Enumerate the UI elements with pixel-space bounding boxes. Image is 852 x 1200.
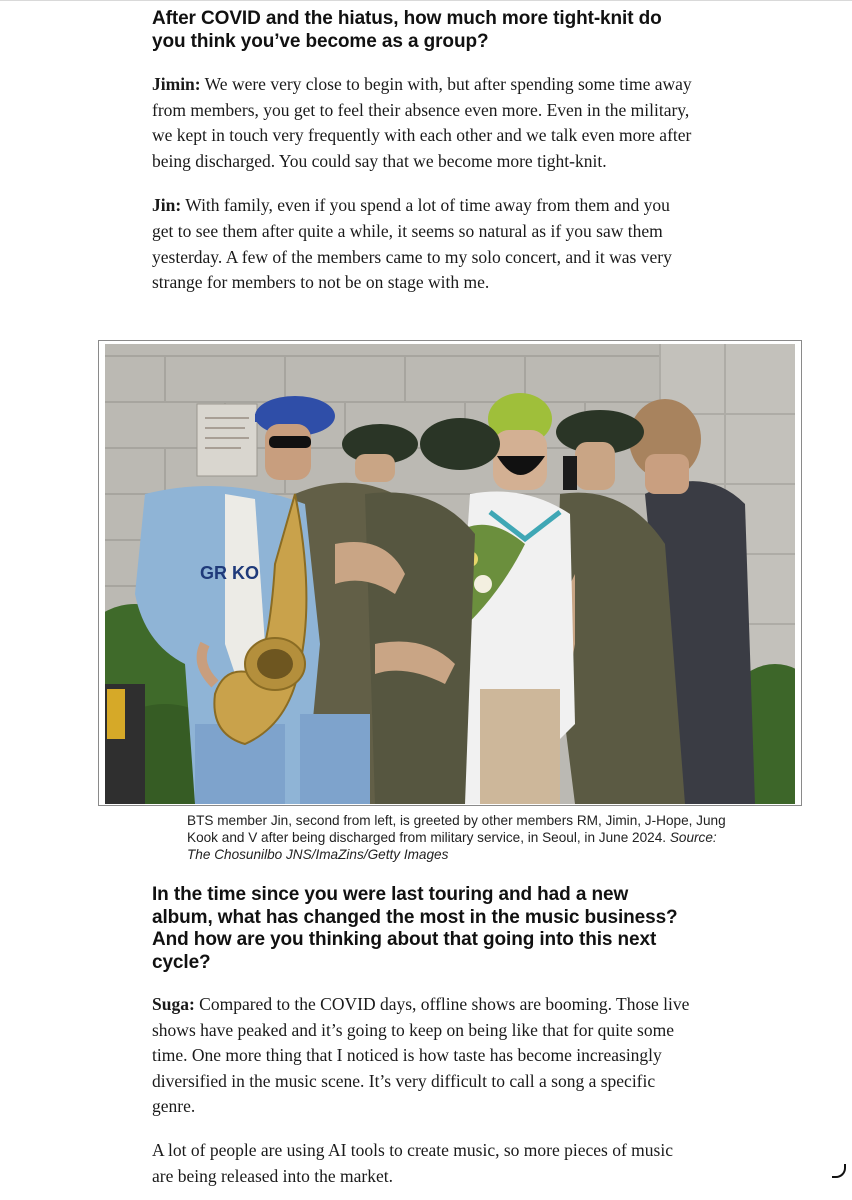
answer-jin: [152, 193, 692, 295]
news-photo: [105, 344, 795, 804]
speaker-name: Jimin:: [152, 74, 201, 94]
answer-suga: [152, 992, 692, 1120]
photo-illustration: [105, 344, 795, 804]
jersey-lettering: GR KO: [200, 563, 260, 583]
article-section-1: [152, 6, 692, 296]
photo-figure: [98, 340, 802, 806]
answer-text: With family, even if you spend a lot of time away from them and you get to see them after quite a while, it seems so natural as if you saw them yesterday. A few of the members came to my solo concert, and it was very strange for members to not be on stage with me.: [152, 195, 672, 293]
answer-text: Compared to the COVID days, offline shows are booming. Those live shows have peaked and it’s going to keep on being like that for quite some time. One more thing that I noticed is how taste has become increasingly diversified in the music scene. It’s very difficult to call a song a specific genre.: [152, 994, 690, 1117]
answer-text: A lot of people are using AI tools to create music, so more pieces of music are being released into the market.: [152, 1139, 673, 1186]
caption-source: Source: The Chosunilbo JNS/ImaZins/Getty Images: [187, 829, 717, 862]
scroll-indicator-icon: [832, 1164, 846, 1178]
question-heading-1: After COVID and the hiatus, how much more tight-knit do you think you’ve become as a group?: [152, 8, 662, 52]
top-divider: [0, 0, 852, 1]
question-heading-2: In the time since you were last touring and had a new album, what has changed the most in the music business? And how are you thinking about that going into this next cycle?: [152, 884, 678, 973]
speaker-name: Jin:: [152, 195, 182, 216]
article-section-2: [152, 884, 692, 1189]
answer-text: We were very close to begin with, but after spending some time away from members, you get to feel their absence even more. Even in the military, we kept in touch very frequently with each other and we talk even more after being discharged. You could say that we become more tight-knit.: [152, 74, 692, 171]
caption-text: BTS member Jin, second from left, is greeted by other members RM, Jimin, J-Hope, Jung Kook and V after being discharged from military service, in Seoul, in June 2024.: [187, 813, 726, 845]
speaker-name: Suga:: [152, 994, 195, 1014]
answer-continuation: [152, 1138, 692, 1189]
photo-caption: [187, 813, 727, 863]
answer-jimin: [152, 72, 692, 174]
